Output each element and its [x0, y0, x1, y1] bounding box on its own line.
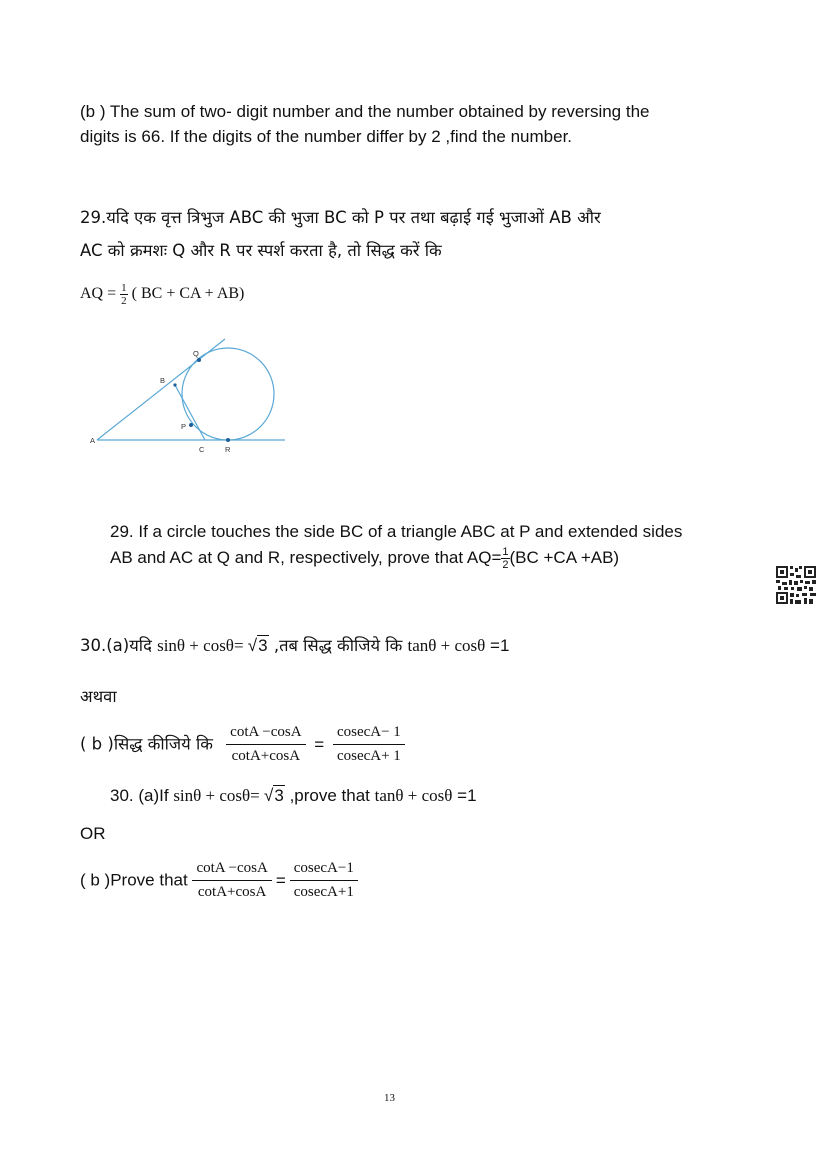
q29-formula	[80, 282, 244, 307]
q30-hindi-end-trig: tanθ + cosθ	[407, 636, 486, 655]
q29-en-line2-pre: AB and AC at Q and R, respectively, prove that AQ=	[110, 547, 502, 567]
q30-hindi-a-mid: ,तब सिद्ध कीजिये कि	[268, 636, 408, 655]
fraction-numerator: 1	[502, 546, 509, 558]
label-q: Q	[193, 349, 199, 358]
lhs-fraction	[226, 722, 305, 767]
label-c: C	[199, 445, 205, 454]
half-fraction	[120, 282, 128, 307]
lhs-denominator: cotA+cosA	[231, 748, 301, 764]
label-b: B	[160, 376, 166, 385]
q29-en-line2-post: (BC +CA +AB)	[509, 547, 620, 567]
label-r: R	[225, 445, 231, 454]
page-number: 13	[384, 1092, 395, 1104]
qr-code	[776, 566, 816, 604]
q29-en-line1: 29. If a circle touches the side BC of a triangle ABC at P and extended sides	[110, 522, 683, 541]
sqrt-sign-icon: √	[247, 636, 258, 655]
fraction-denominator: 2	[502, 559, 509, 571]
lhs-fraction-en	[192, 858, 271, 903]
rhs-numerator: cosecA− 1	[333, 722, 405, 745]
tangent-circle-figure	[85, 335, 295, 460]
q30-en-b-pre: ( b )Prove that	[80, 870, 193, 890]
rhs-denominator: cosecA+ 1	[336, 748, 401, 764]
sqrt-sign-icon: √	[264, 786, 274, 805]
q30-en-b	[80, 858, 358, 903]
q28b-line2: digits is 66. If the digits of the number differ by 2 ,find the number.	[80, 127, 573, 146]
formula-lhs: AQ =	[80, 285, 117, 303]
q30-hindi-a	[80, 636, 509, 656]
figure-svg	[85, 335, 295, 460]
rhs-fraction	[333, 722, 405, 767]
q30-en-a-end: =1	[452, 786, 477, 805]
label-p: P	[181, 422, 187, 431]
q30-hindi-b-pre: ( b )सिद्ध कीजिये कि	[80, 734, 219, 754]
lhs-numerator: cotA −cosA	[192, 858, 271, 881]
half-fraction-en	[501, 546, 509, 571]
sqrt-radicand: 3	[274, 786, 284, 805]
q30-hindi-a-end: =1	[485, 636, 510, 655]
sqrt-three-en	[264, 786, 285, 806]
sqrt-radicand: 3	[258, 636, 268, 655]
sqrt-three	[248, 636, 269, 656]
q30-hindi-b	[80, 722, 405, 767]
q30-en-a-mid: ,prove that	[284, 786, 375, 805]
lhs-denominator: cotA+cosA	[197, 884, 267, 900]
q29-hindi-line1: 29.यदि एक वृत्त त्रिभुज ABC की भुजा BC को P पर तथा बढ़ाई गई भुजाओं AB और	[80, 208, 601, 227]
q30-en-end-trig: tanθ + cosθ	[374, 786, 453, 805]
point-p	[189, 423, 193, 427]
rhs-numerator: cosecA−1	[290, 858, 358, 881]
equals-sign: =	[314, 734, 325, 754]
q30-hindi-or: अथवा	[80, 687, 117, 706]
fraction-denominator: 2	[121, 295, 127, 307]
incircle	[182, 348, 274, 440]
q30-en-trig: sinθ + cosθ=	[173, 786, 265, 805]
q29-en-line2	[110, 546, 619, 571]
fraction-numerator: 1	[121, 282, 127, 294]
line-bc	[175, 385, 205, 440]
point-q	[197, 358, 201, 362]
point-b	[173, 383, 176, 386]
q30-hindi-trig: sinθ + cosθ=	[157, 636, 248, 655]
formula-rhs: ( BC + CA + AB)	[131, 285, 245, 303]
equals-sign: =	[275, 870, 286, 890]
label-a: A	[90, 436, 96, 445]
rhs-fraction-en	[290, 858, 358, 903]
q30-hindi-a-pre: 30.(a)यदि	[80, 636, 158, 655]
point-r	[226, 438, 230, 442]
q30-en-a-pre: 30. (a)If	[110, 786, 174, 805]
rhs-denominator: cosecA+1	[293, 884, 354, 900]
q30-en-a	[110, 786, 477, 806]
q30-en-or: OR	[80, 824, 106, 843]
lhs-numerator: cotA −cosA	[226, 722, 305, 745]
q28b-line1: (b ) The sum of two- digit number and the number obtained by reversing the	[80, 102, 650, 121]
q29-hindi-line2: AC को क्रमशः Q और R पर स्पर्श करता है, तो सिद्ध करें कि	[80, 241, 442, 260]
